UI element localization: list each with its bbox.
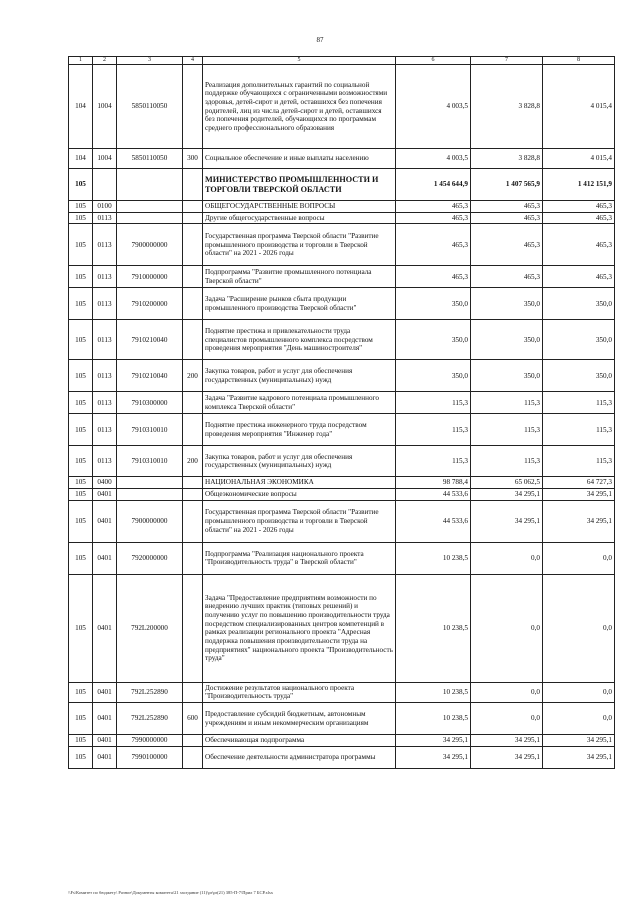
cell-amount-col7: 1 407 565,9 [471,169,543,201]
cell-expense-type [183,542,203,574]
cell-section: 105 [69,542,93,574]
cell-description: Задача "Предоставление предприятиям возможности по внедрению лучших практик (типовых решений) и получению услуг по повышению производительности труда посредством специализированных центров компетенций в рамках реализации регионального проекта "Адресная поддержка повышения производительности труда на предприятиях" национального проекта "Производительность труда" [203,574,396,682]
cell-description: Поднятие престижа и привлекательности труда специалистов промышленного комплекса посредством проведения мероприятия "День машиностроителя" [203,320,396,360]
cell-expense-type [183,288,203,320]
cell-amount-col8: 34 295,1 [543,489,615,501]
cell-amount-col8: 465,3 [543,212,615,224]
cell-amount-col6: 115,3 [396,446,471,477]
cell-expense-type [183,735,203,747]
column-header-row [69,57,615,65]
cell-amount-col6: 115,3 [396,392,471,414]
cell-amount-col8: 34 295,1 [543,500,615,542]
cell-amount-col7: 34 295,1 [471,746,543,768]
cell-target-article: 7910300000 [117,392,183,414]
cell-target-article: 7990000000 [117,735,183,747]
cell-amount-col8: 4 015,4 [543,65,615,149]
table-row [69,414,615,446]
column-header: 4 [183,57,203,65]
table-row [69,746,615,768]
cell-expense-type [183,489,203,501]
cell-amount-col6: 4 003,5 [396,149,471,169]
cell-description: Задача "Расширение рынков сбыта продукции промышленного производства Тверской области" [203,288,396,320]
cell-expense-type [183,320,203,360]
cell-section: 105 [69,212,93,224]
column-header: 8 [543,57,615,65]
cell-amount-col8: 115,3 [543,414,615,446]
cell-amount-col6: 465,3 [396,201,471,213]
cell-target-article: 7920000000 [117,542,183,574]
cell-subsection: 0113 [93,392,117,414]
cell-amount-col8: 64 727,3 [543,477,615,489]
cell-description: НАЦИОНАЛЬНАЯ ЭКОНОМИКА [203,477,396,489]
file-path-footer: \\Fs\Комитет по бюджету\ Разное\Документы комитета\21 заседание (11)\pr\pr(21) 385-П-7\Прил 7 БСР.xlsx [68,890,274,895]
table-row [69,360,615,392]
cell-expense-type [183,65,203,149]
cell-amount-col6: 350,0 [396,320,471,360]
cell-subsection: 1004 [93,65,117,149]
cell-subsection: 0113 [93,320,117,360]
cell-target-article: 792L200000 [117,574,183,682]
cell-subsection: 0401 [93,703,117,735]
cell-amount-col7: 3 828,8 [471,65,543,149]
cell-amount-col8: 0,0 [543,703,615,735]
cell-section: 105 [69,682,93,702]
table-row [69,149,615,169]
cell-description: Общеэкономические вопросы [203,489,396,501]
cell-amount-col8: 465,3 [543,224,615,266]
cell-description: Закупка товаров, работ и услуг для обеспечения государственных (муниципальных) нужд [203,360,396,392]
cell-expense-type: 600 [183,703,203,735]
column-header: 2 [93,57,117,65]
cell-section: 105 [69,266,93,288]
cell-target-article: 792L252890 [117,703,183,735]
cell-target-article: 5850110050 [117,149,183,169]
cell-amount-col7: 0,0 [471,682,543,702]
table-row [69,224,615,266]
cell-expense-type [183,392,203,414]
cell-subsection: 0401 [93,542,117,574]
cell-subsection: 1004 [93,149,117,169]
cell-section: 105 [69,446,93,477]
cell-description: ОБЩЕГОСУДАРСТВЕННЫЕ ВОПРОСЫ [203,201,396,213]
cell-description: Подпрограмма "Развитие промышленного потенциала Тверской области" [203,266,396,288]
table-row [69,266,615,288]
cell-expense-type [183,682,203,702]
cell-expense-type [183,212,203,224]
cell-description: Достижение результатов национального проекта "Производительность труда" [203,682,396,702]
cell-amount-col7: 465,3 [471,201,543,213]
cell-target-article [117,169,183,201]
cell-amount-col6: 115,3 [396,414,471,446]
cell-subsection: 0401 [93,682,117,702]
cell-amount-col8: 465,3 [543,201,615,213]
cell-expense-type: 200 [183,360,203,392]
table-row [69,392,615,414]
cell-section: 105 [69,392,93,414]
cell-subsection: 0113 [93,266,117,288]
cell-target-article: 792L252890 [117,682,183,702]
cell-expense-type [183,266,203,288]
cell-amount-col7: 34 295,1 [471,735,543,747]
cell-section: 105 [69,703,93,735]
cell-amount-col8: 4 015,4 [543,149,615,169]
cell-expense-type [183,500,203,542]
page-number: 87 [316,36,324,44]
table-row [69,489,615,501]
cell-amount-col6: 465,3 [396,212,471,224]
cell-expense-type [183,224,203,266]
table-row [69,477,615,489]
table-row [69,446,615,477]
cell-amount-col8: 0,0 [543,682,615,702]
cell-subsection: 0401 [93,489,117,501]
cell-section: 105 [69,414,93,446]
cell-amount-col6: 44 533,6 [396,500,471,542]
cell-subsection [93,169,117,201]
cell-amount-col8: 350,0 [543,288,615,320]
cell-description: Государственная программа Тверской области "Развитие промышленного производства и торговли в Тверской области" на 2021 - 2026 годы [203,500,396,542]
cell-target-article [117,489,183,501]
cell-expense-type [183,746,203,768]
cell-amount-col6: 98 788,4 [396,477,471,489]
cell-target-article: 7910310010 [117,414,183,446]
cell-amount-col8: 350,0 [543,320,615,360]
table-row [69,703,615,735]
cell-subsection: 0401 [93,500,117,542]
cell-description: МИНИСТЕРСТВО ПРОМЫШЛЕННОСТИ И ТОРГОВЛИ ТВЕРСКОЙ ОБЛАСТИ [203,169,396,201]
cell-amount-col6: 34 295,1 [396,735,471,747]
cell-description: Подпрограмма "Реализация национального проекта "Производительность труда" в Тверской области" [203,542,396,574]
cell-amount-col7: 0,0 [471,542,543,574]
table-row [69,500,615,542]
cell-amount-col7: 34 295,1 [471,489,543,501]
cell-target-article [117,201,183,213]
cell-amount-col7: 0,0 [471,703,543,735]
cell-section: 105 [69,320,93,360]
budget-table [68,56,615,769]
cell-expense-type: 300 [183,149,203,169]
column-header: 5 [203,57,396,65]
cell-target-article: 7900000000 [117,224,183,266]
cell-description: Предоставление субсидий бюджетным, автономным учреждениям и иным некоммерческим организациям [203,703,396,735]
cell-amount-col8: 34 295,1 [543,746,615,768]
cell-amount-col6: 10 238,5 [396,682,471,702]
cell-section: 105 [69,224,93,266]
cell-section: 105 [69,489,93,501]
cell-subsection: 0401 [93,735,117,747]
cell-amount-col7: 3 828,8 [471,149,543,169]
column-header: 3 [117,57,183,65]
cell-amount-col7: 115,3 [471,446,543,477]
cell-amount-col8: 0,0 [543,542,615,574]
cell-amount-col8: 465,3 [543,266,615,288]
cell-section: 105 [69,735,93,747]
cell-description: Обеспечение деятельности администратора программы [203,746,396,768]
cell-expense-type [183,414,203,446]
cell-amount-col7: 0,0 [471,574,543,682]
cell-expense-type [183,574,203,682]
cell-target-article: 7990100000 [117,746,183,768]
cell-amount-col7: 115,3 [471,392,543,414]
cell-target-article: 7910200000 [117,288,183,320]
cell-section: 105 [69,360,93,392]
cell-amount-col6: 465,3 [396,266,471,288]
cell-amount-col7: 350,0 [471,288,543,320]
cell-section: 105 [69,477,93,489]
column-header: 6 [396,57,471,65]
cell-description: Другие общегосударственные вопросы [203,212,396,224]
cell-expense-type [183,201,203,213]
cell-subsection: 0401 [93,746,117,768]
table-row [69,682,615,702]
cell-subsection: 0400 [93,477,117,489]
table-row [69,65,615,149]
cell-section: 105 [69,288,93,320]
cell-amount-col8: 1 412 151,9 [543,169,615,201]
cell-target-article [117,477,183,489]
cell-target-article: 5850110050 [117,65,183,149]
cell-target-article: 7910210040 [117,360,183,392]
table-row [69,574,615,682]
cell-subsection: 0401 [93,574,117,682]
cell-amount-col8: 34 295,1 [543,735,615,747]
cell-amount-col6: 10 238,5 [396,703,471,735]
cell-description: Обеспечивающая подпрограмма [203,735,396,747]
cell-amount-col7: 65 062,5 [471,477,543,489]
column-header: 7 [471,57,543,65]
cell-target-article [117,212,183,224]
cell-amount-col7: 115,3 [471,414,543,446]
cell-amount-col6: 34 295,1 [396,746,471,768]
cell-amount-col7: 465,3 [471,212,543,224]
cell-subsection: 0100 [93,201,117,213]
cell-subsection: 0113 [93,212,117,224]
cell-amount-col8: 350,0 [543,360,615,392]
cell-description: Реализация дополнительных гарантий по социальной поддержке обучающихся с ограниченными возможностями здоровья, детей-сирот и детей, оставшихся без попечения родителей, лиц из числа детей-сирот и детей, оставшихся без попечения родителей, обучающихся по программам среднего профессионального образования [203,65,396,149]
table-row [69,542,615,574]
cell-amount-col8: 0,0 [543,574,615,682]
cell-subsection: 0113 [93,446,117,477]
column-header: 1 [69,57,93,65]
cell-target-article: 7910000000 [117,266,183,288]
cell-amount-col6: 44 533,6 [396,489,471,501]
cell-section: 105 [69,500,93,542]
cell-section: 105 [69,201,93,213]
cell-description: Задача "Развитие кадрового потенциала промышленного комплекса Тверской области" [203,392,396,414]
table-row [69,201,615,213]
cell-amount-col6: 10 238,5 [396,542,471,574]
cell-amount-col7: 465,3 [471,266,543,288]
table-row [69,735,615,747]
cell-subsection: 0113 [93,414,117,446]
cell-target-article: 7910310010 [117,446,183,477]
cell-amount-col8: 115,3 [543,446,615,477]
cell-amount-col7: 350,0 [471,360,543,392]
cell-expense-type [183,477,203,489]
cell-target-article: 7900000000 [117,500,183,542]
cell-section: 105 [69,746,93,768]
cell-amount-col7: 34 295,1 [471,500,543,542]
table-row [69,169,615,201]
cell-description: Социальное обеспечение и иные выплаты населению [203,149,396,169]
cell-amount-col7: 465,3 [471,224,543,266]
cell-subsection: 0113 [93,224,117,266]
cell-expense-type: 200 [183,446,203,477]
cell-section: 104 [69,149,93,169]
cell-target-article: 7910210040 [117,320,183,360]
cell-amount-col8: 115,3 [543,392,615,414]
table-row [69,320,615,360]
cell-section: 104 [69,65,93,149]
cell-amount-col6: 1 454 644,9 [396,169,471,201]
cell-amount-col6: 350,0 [396,288,471,320]
cell-subsection: 0113 [93,360,117,392]
cell-amount-col6: 10 238,5 [396,574,471,682]
cell-expense-type [183,169,203,201]
table-row [69,288,615,320]
cell-description: Государственная программа Тверской области "Развитие промышленного производства и торговли в Тверской области" на 2021 - 2026 годы [203,224,396,266]
cell-description: Закупка товаров, работ и услуг для обеспечения государственных (муниципальных) нужд [203,446,396,477]
cell-amount-col6: 350,0 [396,360,471,392]
table-row [69,212,615,224]
cell-amount-col7: 350,0 [471,320,543,360]
cell-section: 105 [69,574,93,682]
cell-subsection: 0113 [93,288,117,320]
cell-amount-col6: 465,3 [396,224,471,266]
cell-section: 105 [69,169,93,201]
cell-amount-col6: 4 003,5 [396,65,471,149]
cell-description: Поднятие престижа инженерного труда посредством проведения мероприятия "Инженер года" [203,414,396,446]
